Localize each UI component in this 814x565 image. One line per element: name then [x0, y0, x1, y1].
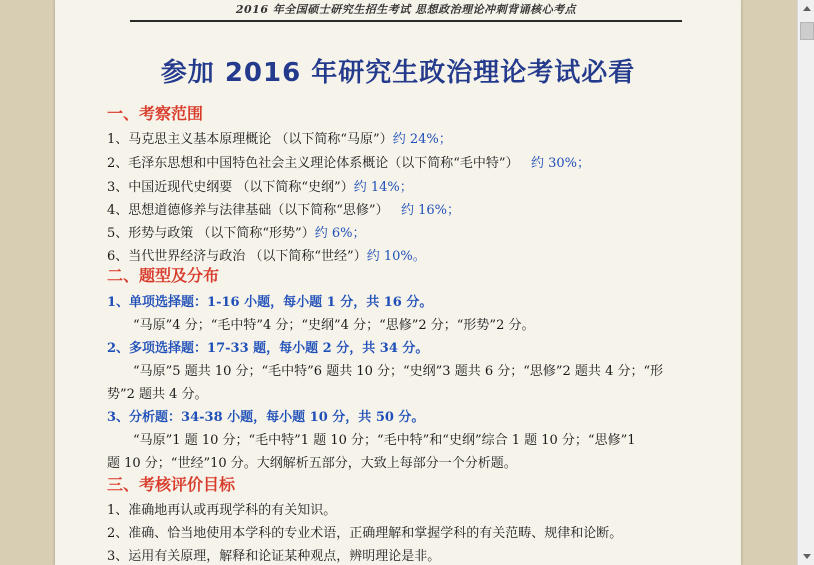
section-heading-evaluation: 三、考核评价目标 — [107, 475, 236, 494]
analysis-detail-line-1: “马原”1 题 10 分；“毛中特”1 题 10 分；“毛中特”和“史纲”综合 1 题 10 分；“思修”1 — [133, 433, 636, 448]
scroll-down-arrow-icon[interactable] — [798, 548, 814, 565]
scrollbar-thumb[interactable] — [800, 22, 814, 40]
section-heading-question-types: 二、题型及分布 — [107, 266, 220, 285]
scope-item-2: 2、毛泽东思想和中国特色社会主义理论体系概论（以下简称“毛中特”） 约 30%； — [107, 156, 591, 171]
evaluation-item-2: 2、准确、恰当地使用本学科的专业术语，正确理解和掌握学科的有关范畴、规律和论断。 — [107, 526, 623, 541]
single-choice-label: 1、单项选择题：1-16 小题，每小题 1 分，共 16 分。 — [107, 295, 433, 310]
page-title: 参加 2016 年研究生政治理论考试必看 — [160, 58, 636, 88]
analysis-label: 3、分析题：34-38 小题，每小题 10 分，共 50 分。 — [107, 410, 425, 425]
scope-item-5: 5、形势与政策 （以下简称“形势”）约 6%； — [107, 226, 366, 241]
multi-choice-label: 2、多项选择题：17-33 题，每小题 2 分，共 34 分。 — [107, 341, 429, 356]
scope-item-4: 4、思想道德修养与法律基础（以下简称“思修”） 约 16%； — [107, 203, 461, 218]
multi-choice-detail-line-1: “马原”5 题共 10 分；“毛中特”6 题共 10 分；“史纲”3 题共 6 分；“思修”2 题共 4 分；“形 — [133, 364, 664, 379]
analysis-detail-line-2: 题 10 分；“世经”10 分。大纲解析五部分，大致上每部分一个分析题。 — [107, 456, 517, 471]
scope-item-3: 3、中国近现代史纲要 （以下简称“史纲”）约 14%； — [107, 180, 413, 195]
vertical-scrollbar[interactable] — [797, 0, 814, 565]
scope-item-6: 6、当代世界经济与政治 （以下简称“世经”）约 10%。 — [107, 249, 426, 264]
section-heading-scope: 一、考察范围 — [107, 104, 204, 123]
scroll-up-arrow-icon[interactable] — [798, 0, 814, 17]
evaluation-item-3: 3、运用有关原理，解释和论证某种观点，辨明理论是非。 — [107, 549, 441, 564]
running-header: 2016 年全国硕士研究生招生考试 思想政治理论冲刺背诵核心考点 — [130, 2, 682, 22]
multi-choice-detail-line-2: 势”2 题共 4 分。 — [107, 387, 208, 402]
single-choice-detail: “马原”4 分；“毛中特”4 分；“史纲”4 分；“思修”2 分；“形势”2 分。 — [133, 318, 535, 333]
document-page — [55, 0, 741, 565]
evaluation-item-1: 1、准确地再认或再现学科的有关知识。 — [107, 503, 337, 518]
scope-item-1: 1、马克思主义基本原理概论 （以下简称“马原”）约 24%； — [107, 132, 452, 147]
